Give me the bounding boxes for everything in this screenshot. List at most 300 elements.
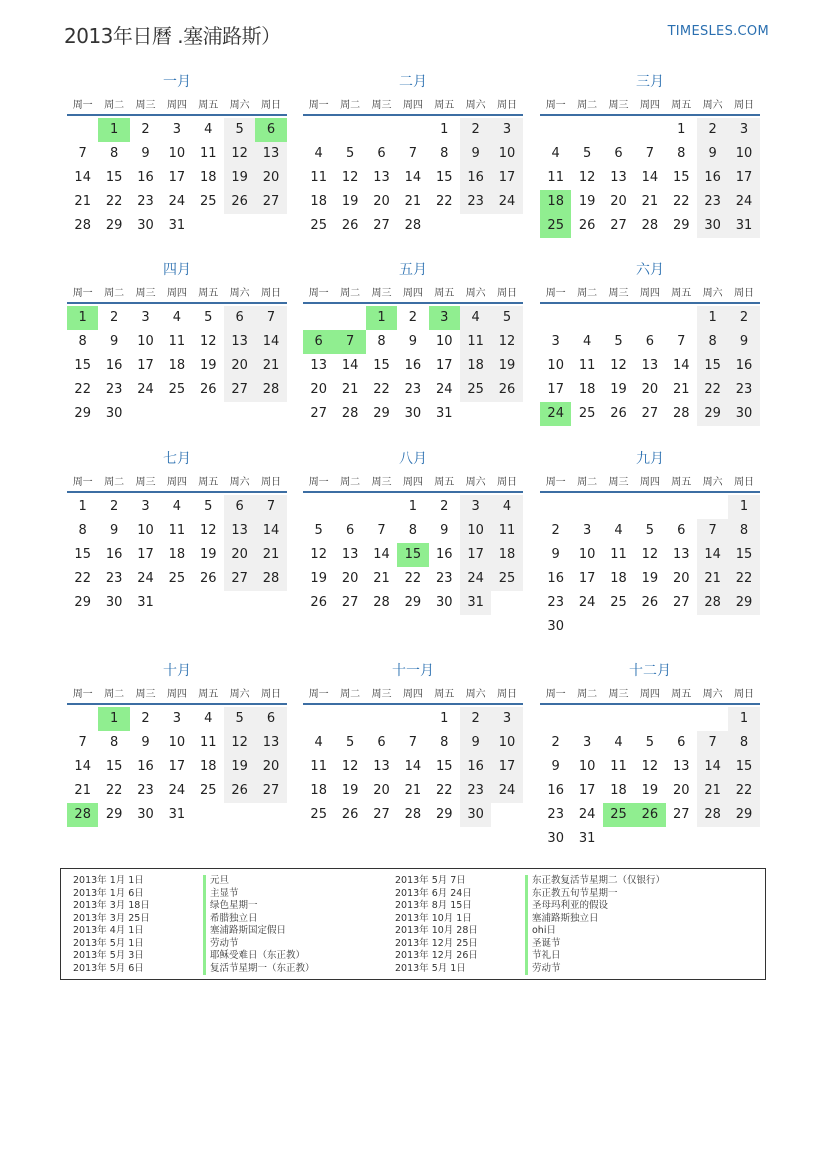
day-cell[interactable]: 6 — [377, 735, 386, 750]
day-cell[interactable]: 21 — [74, 194, 91, 209]
day-cell[interactable]: 27 — [610, 218, 627, 233]
day-cell[interactable]: 24 — [168, 194, 186, 209]
day-cell[interactable]: 3 — [551, 334, 560, 349]
day-cell[interactable]: 7 — [78, 735, 87, 750]
day-cell[interactable]: 12 — [641, 547, 659, 562]
day-cell[interactable]: 19 — [641, 783, 659, 798]
day-cell[interactable]: 12 — [641, 759, 659, 774]
day-cell[interactable]: 5 — [204, 310, 213, 325]
day-cell[interactable]: 16 — [460, 755, 491, 779]
day-cell[interactable]: 8 — [109, 735, 119, 750]
day-cell[interactable]: 30 — [547, 619, 564, 634]
day-cell[interactable]: 26 — [491, 378, 522, 402]
day-cell[interactable]: 13 — [610, 170, 627, 185]
day-cell[interactable]: 8 — [728, 519, 759, 543]
day-cell[interactable]: 27 — [373, 218, 390, 233]
day-cell[interactable]: 14 — [672, 358, 690, 373]
day-cell[interactable]: 21 — [74, 783, 91, 798]
day-cell[interactable]: 13 — [255, 142, 286, 166]
day-cell[interactable]: 14 — [74, 759, 91, 774]
day-cell[interactable]: 29 — [74, 595, 91, 610]
day-cell[interactable]: 4 — [582, 334, 592, 349]
day-cell[interactable]: 15 — [105, 759, 123, 774]
day-cell[interactable]: 11 — [199, 735, 217, 750]
day-cell[interactable]: 1 — [78, 499, 87, 514]
day-cell[interactable]: 29 — [404, 595, 422, 610]
day-cell[interactable]: 4 — [614, 523, 623, 538]
day-cell[interactable]: 6 — [677, 523, 686, 538]
day-cell[interactable]: 20 — [310, 382, 327, 397]
day-cell[interactable]: 6 — [303, 330, 334, 354]
day-cell[interactable]: 8 — [377, 334, 386, 349]
day-cell[interactable]: 14 — [404, 759, 422, 774]
day-cell[interactable]: 11 — [168, 523, 186, 538]
day-cell[interactable]: 31 — [460, 591, 491, 615]
day-cell[interactable]: 15 — [74, 358, 91, 373]
day-cell[interactable]: 15 — [697, 354, 728, 378]
day-cell[interactable]: 5 — [224, 118, 255, 142]
day-cell[interactable]: 30 — [435, 595, 453, 610]
day-cell[interactable]: 11 — [310, 170, 327, 185]
day-cell[interactable]: 25 — [578, 406, 596, 421]
day-cell[interactable]: 4 — [614, 735, 623, 750]
day-cell[interactable]: 14 — [404, 170, 422, 185]
day-cell[interactable]: 26 — [578, 218, 596, 233]
day-cell[interactable]: 15 — [105, 170, 123, 185]
day-cell[interactable]: 31 — [578, 831, 596, 846]
day-cell[interactable]: 22 — [697, 378, 728, 402]
day-cell[interactable]: 16 — [137, 170, 154, 185]
day-cell[interactable]: 6 — [224, 495, 255, 519]
day-cell[interactable]: 25 — [199, 194, 217, 209]
day-cell[interactable]: 28 — [67, 803, 98, 827]
day-cell[interactable]: 2 — [728, 306, 759, 330]
day-cell[interactable]: 9 — [109, 334, 119, 349]
day-cell[interactable]: 9 — [141, 146, 150, 161]
day-cell[interactable]: 16 — [728, 354, 759, 378]
day-cell[interactable]: 5 — [491, 306, 522, 330]
site-logo[interactable]: TIMESLES.COM — [667, 24, 769, 39]
day-cell[interactable]: 26 — [341, 807, 359, 822]
day-cell[interactable]: 4 — [204, 122, 213, 137]
day-cell[interactable]: 2 — [109, 310, 119, 325]
day-cell[interactable]: 28 — [341, 406, 359, 421]
day-cell[interactable]: 6 — [224, 306, 255, 330]
day-cell[interactable]: 21 — [341, 382, 359, 397]
day-cell[interactable]: 18 — [578, 382, 596, 397]
day-cell[interactable]: 23 — [137, 194, 154, 209]
day-cell[interactable]: 16 — [105, 358, 123, 373]
day-cell[interactable]: 24 — [578, 807, 596, 822]
day-cell[interactable]: 24 — [540, 402, 571, 426]
day-cell[interactable]: 16 — [435, 547, 453, 562]
day-cell[interactable]: 20 — [224, 543, 255, 567]
day-cell[interactable]: 19 — [199, 547, 217, 562]
day-cell[interactable]: 28 — [255, 567, 286, 591]
day-cell[interactable]: 30 — [105, 595, 123, 610]
day-cell[interactable]: 20 — [672, 571, 690, 586]
day-cell[interactable]: 12 — [224, 731, 255, 755]
day-cell[interactable]: 21 — [641, 194, 659, 209]
day-cell[interactable]: 29 — [672, 218, 690, 233]
day-cell[interactable]: 8 — [440, 146, 449, 161]
day-cell[interactable]: 3 — [172, 122, 181, 137]
day-cell[interactable]: 7 — [697, 731, 728, 755]
day-cell[interactable]: 20 — [224, 354, 255, 378]
day-cell[interactable]: 11 — [491, 519, 522, 543]
day-cell[interactable]: 23 — [547, 807, 564, 822]
day-cell[interactable]: 28 — [404, 807, 422, 822]
day-cell[interactable]: 1 — [697, 306, 728, 330]
day-cell[interactable]: 19 — [610, 382, 627, 397]
day-cell[interactable]: 5 — [582, 146, 592, 161]
day-cell[interactable]: 24 — [491, 190, 522, 214]
day-cell[interactable]: 14 — [641, 170, 659, 185]
day-cell[interactable]: 23 — [728, 378, 759, 402]
day-cell[interactable]: 17 — [578, 783, 596, 798]
day-cell[interactable]: 3 — [429, 306, 460, 330]
day-cell[interactable]: 20 — [672, 783, 690, 798]
day-cell[interactable]: 15 — [672, 170, 690, 185]
day-cell[interactable]: 30 — [137, 807, 154, 822]
day-cell[interactable]: 22 — [373, 382, 390, 397]
day-cell[interactable]: 11 — [310, 759, 327, 774]
day-cell[interactable]: 29 — [373, 406, 390, 421]
day-cell[interactable]: 8 — [78, 334, 87, 349]
day-cell[interactable]: 7 — [78, 146, 87, 161]
day-cell[interactable]: 27 — [224, 567, 255, 591]
day-cell[interactable]: 27 — [672, 807, 690, 822]
day-cell[interactable]: 19 — [224, 755, 255, 779]
day-cell[interactable]: 3 — [491, 118, 522, 142]
day-cell[interactable]: 12 — [610, 358, 627, 373]
day-cell[interactable]: 16 — [105, 547, 123, 562]
day-cell[interactable]: 25 — [603, 803, 634, 827]
day-cell[interactable]: 7 — [645, 146, 654, 161]
day-cell[interactable]: 2 — [141, 122, 150, 137]
day-cell[interactable]: 12 — [341, 759, 359, 774]
day-cell[interactable]: 9 — [551, 547, 560, 562]
day-cell[interactable]: 13 — [255, 731, 286, 755]
day-cell[interactable]: 19 — [641, 571, 659, 586]
day-cell[interactable]: 10 — [491, 142, 522, 166]
day-cell[interactable]: 23 — [435, 571, 453, 586]
day-cell[interactable]: 22 — [435, 783, 453, 798]
day-cell[interactable]: 25 — [168, 382, 186, 397]
day-cell[interactable]: 25 — [540, 214, 571, 238]
day-cell[interactable]: 22 — [672, 194, 690, 209]
day-cell[interactable]: 14 — [697, 755, 728, 779]
day-cell[interactable]: 10 — [137, 334, 154, 349]
day-cell[interactable]: 22 — [105, 783, 123, 798]
day-cell[interactable]: 26 — [224, 190, 255, 214]
day-cell[interactable]: 24 — [137, 382, 154, 397]
day-cell[interactable]: 20 — [373, 783, 390, 798]
day-cell[interactable]: 7 — [255, 495, 286, 519]
day-cell[interactable]: 15 — [728, 543, 759, 567]
day-cell[interactable]: 21 — [255, 354, 286, 378]
day-cell[interactable]: 17 — [460, 543, 491, 567]
day-cell[interactable]: 12 — [491, 330, 522, 354]
day-cell[interactable]: 10 — [578, 547, 596, 562]
day-cell[interactable]: 17 — [137, 547, 154, 562]
day-cell[interactable]: 9 — [109, 523, 119, 538]
day-cell[interactable]: 13 — [373, 759, 390, 774]
day-cell[interactable]: 29 — [435, 807, 453, 822]
day-cell[interactable]: 18 — [610, 783, 627, 798]
day-cell[interactable]: 1 — [677, 122, 686, 137]
day-cell[interactable]: 17 — [491, 166, 522, 190]
day-cell[interactable]: 21 — [697, 567, 728, 591]
day-cell[interactable]: 9 — [460, 142, 491, 166]
day-cell[interactable]: 16 — [404, 358, 422, 373]
day-cell[interactable]: 24 — [728, 190, 759, 214]
day-cell[interactable]: 8 — [440, 735, 449, 750]
day-cell[interactable]: 17 — [168, 759, 186, 774]
day-cell[interactable]: 22 — [105, 194, 123, 209]
day-cell[interactable]: 23 — [460, 190, 491, 214]
day-cell[interactable]: 20 — [641, 382, 659, 397]
day-cell[interactable]: 17 — [578, 571, 596, 586]
day-cell[interactable]: 31 — [435, 406, 453, 421]
day-cell[interactable]: 3 — [491, 707, 522, 731]
day-cell[interactable]: 10 — [460, 519, 491, 543]
day-cell[interactable]: 5 — [204, 499, 213, 514]
day-cell[interactable]: 3 — [582, 735, 592, 750]
day-cell[interactable]: 24 — [578, 595, 596, 610]
day-cell[interactable]: 4 — [460, 306, 491, 330]
day-cell[interactable]: 28 — [373, 595, 390, 610]
day-cell[interactable]: 16 — [697, 166, 728, 190]
day-cell[interactable]: 3 — [172, 711, 181, 726]
day-cell[interactable]: 20 — [255, 166, 286, 190]
day-cell[interactable]: 22 — [74, 571, 91, 586]
day-cell[interactable]: 6 — [614, 146, 623, 161]
day-cell[interactable]: 21 — [404, 194, 422, 209]
day-cell[interactable]: 1 — [98, 707, 129, 731]
day-cell[interactable]: 2 — [440, 499, 449, 514]
day-cell[interactable]: 20 — [341, 571, 359, 586]
day-cell[interactable]: 18 — [610, 571, 627, 586]
day-cell[interactable]: 2 — [460, 118, 491, 142]
day-cell[interactable]: 26 — [341, 218, 359, 233]
day-cell[interactable]: 26 — [199, 571, 217, 586]
day-cell[interactable]: 2 — [551, 523, 560, 538]
day-cell[interactable]: 29 — [697, 402, 728, 426]
day-cell[interactable]: 8 — [109, 146, 119, 161]
day-cell[interactable]: 1 — [366, 306, 397, 330]
day-cell[interactable]: 18 — [310, 783, 327, 798]
day-cell[interactable]: 9 — [408, 334, 417, 349]
day-cell[interactable]: 22 — [404, 571, 422, 586]
day-cell[interactable]: 26 — [310, 595, 327, 610]
day-cell[interactable]: 4 — [204, 711, 213, 726]
day-cell[interactable]: 6 — [255, 707, 286, 731]
day-cell[interactable]: 8 — [408, 523, 417, 538]
day-cell[interactable]: 6 — [377, 146, 386, 161]
day-cell[interactable]: 20 — [255, 755, 286, 779]
day-cell[interactable]: 7 — [408, 146, 417, 161]
day-cell[interactable]: 12 — [578, 170, 596, 185]
day-cell[interactable]: 27 — [255, 779, 286, 803]
day-cell[interactable]: 19 — [199, 358, 217, 373]
day-cell[interactable]: 17 — [728, 166, 759, 190]
day-cell[interactable]: 13 — [373, 170, 390, 185]
day-cell[interactable]: 18 — [310, 194, 327, 209]
day-cell[interactable]: 25 — [168, 571, 186, 586]
day-cell[interactable]: 25 — [199, 783, 217, 798]
day-cell[interactable]: 21 — [373, 571, 390, 586]
day-cell[interactable]: 23 — [404, 382, 422, 397]
day-cell[interactable]: 23 — [137, 783, 154, 798]
day-cell[interactable]: 28 — [255, 378, 286, 402]
day-cell[interactable]: 17 — [491, 755, 522, 779]
day-cell[interactable]: 5 — [345, 146, 355, 161]
day-cell[interactable]: 25 — [460, 378, 491, 402]
day-cell[interactable]: 3 — [582, 523, 592, 538]
day-cell[interactable]: 23 — [460, 779, 491, 803]
day-cell[interactable]: 18 — [199, 170, 217, 185]
day-cell[interactable]: 20 — [610, 194, 627, 209]
day-cell[interactable]: 2 — [109, 499, 119, 514]
day-cell[interactable]: 25 — [610, 595, 627, 610]
day-cell[interactable]: 18 — [168, 547, 186, 562]
day-cell[interactable]: 30 — [547, 831, 564, 846]
day-cell[interactable]: 22 — [728, 567, 759, 591]
day-cell[interactable]: 19 — [491, 354, 522, 378]
day-cell[interactable]: 8 — [78, 523, 87, 538]
day-cell[interactable]: 15 — [74, 547, 91, 562]
day-cell[interactable]: 10 — [491, 731, 522, 755]
day-cell[interactable]: 28 — [672, 406, 690, 421]
day-cell[interactable]: 6 — [255, 118, 286, 142]
day-cell[interactable]: 19 — [310, 571, 327, 586]
day-cell[interactable]: 28 — [697, 803, 728, 827]
day-cell[interactable]: 30 — [697, 214, 728, 238]
day-cell[interactable]: 4 — [491, 495, 522, 519]
day-cell[interactable]: 1 — [98, 118, 129, 142]
day-cell[interactable]: 18 — [460, 354, 491, 378]
day-cell[interactable]: 13 — [310, 358, 327, 373]
day-cell[interactable]: 1 — [728, 495, 759, 519]
day-cell[interactable]: 13 — [224, 519, 255, 543]
day-cell[interactable]: 7 — [697, 519, 728, 543]
day-cell[interactable]: 7 — [677, 334, 686, 349]
day-cell[interactable]: 15 — [728, 755, 759, 779]
day-cell[interactable]: 10 — [168, 735, 186, 750]
day-cell[interactable]: 17 — [168, 170, 186, 185]
day-cell[interactable]: 29 — [74, 406, 91, 421]
day-cell[interactable]: 11 — [547, 170, 564, 185]
day-cell[interactable]: 17 — [547, 382, 564, 397]
day-cell[interactable]: 24 — [168, 783, 186, 798]
day-cell[interactable]: 9 — [141, 735, 150, 750]
day-cell[interactable]: 23 — [547, 595, 564, 610]
day-cell[interactable]: 8 — [697, 330, 728, 354]
day-cell[interactable]: 8 — [677, 146, 686, 161]
day-cell[interactable]: 23 — [105, 382, 123, 397]
day-cell[interactable]: 21 — [404, 783, 422, 798]
day-cell[interactable]: 20 — [373, 194, 390, 209]
day-cell[interactable]: 11 — [610, 547, 627, 562]
day-cell[interactable]: 27 — [641, 406, 659, 421]
day-cell[interactable]: 4 — [314, 146, 323, 161]
day-cell[interactable]: 11 — [460, 330, 491, 354]
day-cell[interactable]: 3 — [141, 310, 150, 325]
day-cell[interactable]: 16 — [547, 783, 564, 798]
day-cell[interactable]: 17 — [435, 358, 453, 373]
day-cell[interactable]: 12 — [310, 547, 327, 562]
day-cell[interactable]: 5 — [645, 523, 654, 538]
day-cell[interactable]: 26 — [634, 803, 665, 827]
day-cell[interactable]: 19 — [341, 194, 359, 209]
day-cell[interactable]: 16 — [547, 571, 564, 586]
day-cell[interactable]: 18 — [540, 190, 571, 214]
day-cell[interactable]: 24 — [435, 382, 453, 397]
day-cell[interactable]: 17 — [137, 358, 154, 373]
day-cell[interactable]: 10 — [578, 759, 596, 774]
day-cell[interactable]: 27 — [255, 190, 286, 214]
day-cell[interactable]: 19 — [578, 194, 596, 209]
day-cell[interactable]: 13 — [672, 759, 690, 774]
day-cell[interactable]: 14 — [255, 330, 286, 354]
day-cell[interactable]: 16 — [460, 166, 491, 190]
day-cell[interactable]: 30 — [728, 402, 759, 426]
day-cell[interactable]: 24 — [137, 571, 154, 586]
day-cell[interactable]: 25 — [310, 218, 327, 233]
day-cell[interactable]: 21 — [697, 779, 728, 803]
day-cell[interactable]: 5 — [345, 735, 355, 750]
day-cell[interactable]: 6 — [645, 334, 654, 349]
day-cell[interactable]: 31 — [168, 218, 186, 233]
day-cell[interactable]: 22 — [74, 382, 91, 397]
day-cell[interactable]: 12 — [199, 334, 217, 349]
day-cell[interactable]: 26 — [641, 595, 659, 610]
day-cell[interactable]: 23 — [697, 190, 728, 214]
day-cell[interactable]: 5 — [314, 523, 323, 538]
day-cell[interactable]: 1 — [728, 707, 759, 731]
day-cell[interactable]: 1 — [440, 711, 449, 726]
day-cell[interactable]: 13 — [641, 358, 659, 373]
day-cell[interactable]: 31 — [137, 595, 154, 610]
day-cell[interactable]: 28 — [404, 218, 422, 233]
day-cell[interactable]: 19 — [224, 166, 255, 190]
day-cell[interactable]: 28 — [697, 591, 728, 615]
day-cell[interactable]: 23 — [105, 571, 123, 586]
day-cell[interactable]: 21 — [672, 382, 690, 397]
day-cell[interactable]: 25 — [310, 807, 327, 822]
day-cell[interactable]: 2 — [697, 118, 728, 142]
day-cell[interactable]: 14 — [373, 547, 390, 562]
day-cell[interactable]: 15 — [435, 170, 453, 185]
day-cell[interactable]: 12 — [341, 170, 359, 185]
day-cell[interactable]: 26 — [199, 382, 217, 397]
day-cell[interactable]: 10 — [168, 146, 186, 161]
day-cell[interactable]: 19 — [341, 783, 359, 798]
day-cell[interactable]: 2 — [408, 310, 417, 325]
day-cell[interactable]: 18 — [199, 759, 217, 774]
day-cell[interactable]: 29 — [105, 218, 123, 233]
day-cell[interactable]: 18 — [491, 543, 522, 567]
day-cell[interactable]: 14 — [697, 543, 728, 567]
day-cell[interactable]: 10 — [728, 142, 759, 166]
day-cell[interactable]: 22 — [435, 194, 453, 209]
day-cell[interactable]: 11 — [199, 146, 217, 161]
day-cell[interactable]: 12 — [199, 523, 217, 538]
day-cell[interactable]: 6 — [345, 523, 355, 538]
day-cell[interactable]: 22 — [728, 779, 759, 803]
day-cell[interactable]: 24 — [460, 567, 491, 591]
